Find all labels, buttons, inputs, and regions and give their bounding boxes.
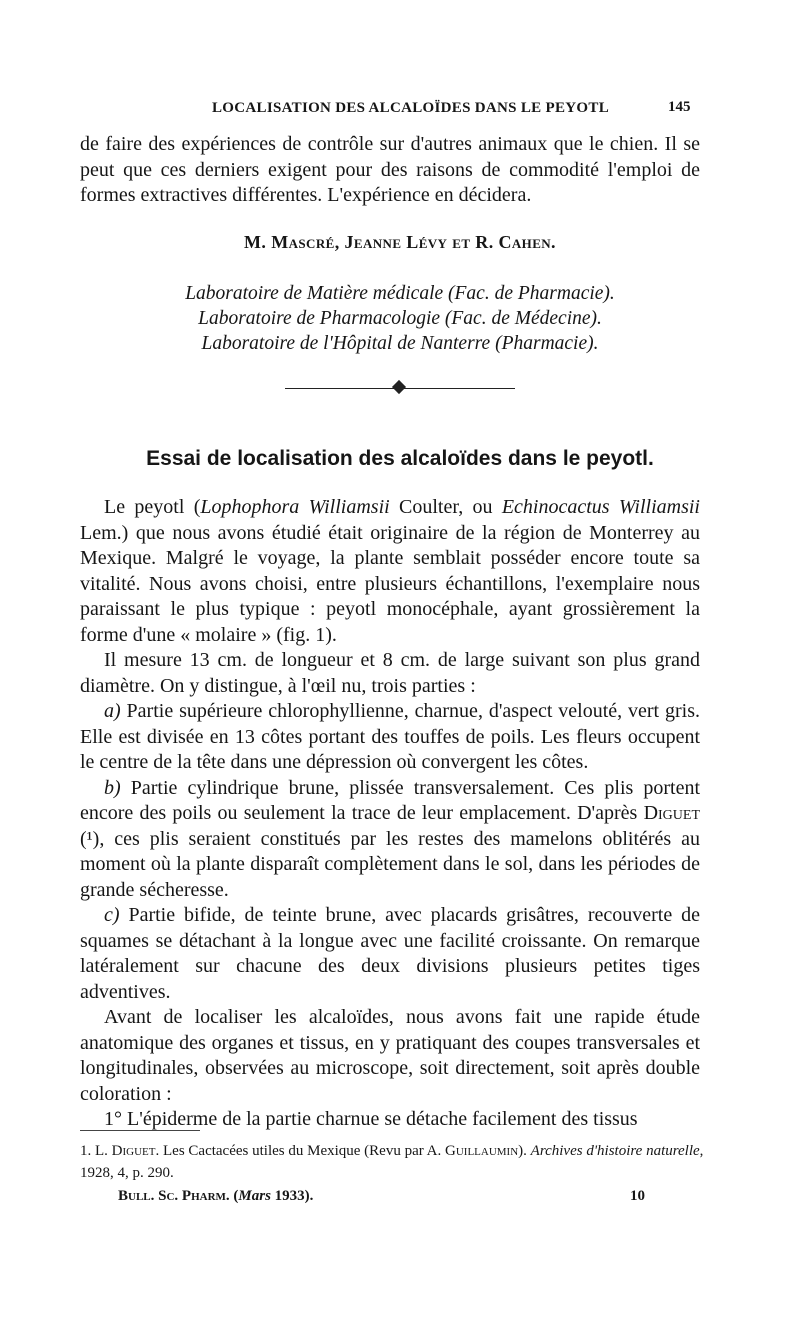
article-body [80, 495, 700, 1133]
paragraph-method: Avant de localiser les alcaloïdes, nous avons fait une rapide étude anatomique des organes et tissus, en y pratiquant des coupes transversales et longitudinales, observées au microscope, soit directement, soit après double coloration : [80, 1006, 700, 1105]
laboratories [0, 281, 800, 356]
article-title: Essai de localisation des alcaloïdes dans le peyotl. [146, 447, 654, 470]
closing-paragraph [80, 132, 700, 209]
closing-paragraph-text: de faire des expériences de contrôle sur d'autres animaux que le chien. Il se peut que ces derniers exigent pour des raisons de commodité l'emploi de formes extractives différentes. L'expérience en décidera. [80, 133, 700, 206]
authors: M. Mascré, Jeanne Lévy et R. Cahen. [244, 232, 556, 252]
lab-line: Laboratoire de l'Hôpital de Nanterre (Pharmacie). [201, 333, 599, 354]
paragraph-intro: Le peyotl (Lophophora Williamsii Coulter, ou Echinocactus Williamsii Lem.) que nous avons étudié était originaire de la région de Monterrey au Mexique. Malgré le voyage, la plante semblait posséder encore toute sa vitalité. Nous avons choisi, entre plusieurs échantillons, l'exemplaire nous paraissant le plus typique : peyotl monocéphale, ayant grossièrement la forme d'une « molaire » (fig. 1). [80, 496, 700, 646]
running-head: LOCALISATION DES ALCALOÏDES DANS LE PEYOTL [212, 100, 610, 116]
page-number: 145 [668, 99, 691, 115]
paragraph-part-b: b) Partie cylindrique brune, plissée transversalement. Ces plis portent encore des poils ou seulement la trace de leur emplacement. D'après Diguet (¹), ces plis seraient constitués par les restes des mamelons oblitérés au moment où la plante disparaît complètement dans le sol, dans les périodes de grande sécheresse. [80, 776, 700, 901]
lab-line: Laboratoire de Pharmacologie (Fac. de Médecine). [198, 308, 602, 329]
paragraph-part-c: c) Partie bifide, de teinte brune, avec placards grisâtres, recouverte de squames se détachant à la longue avec une facilité croissante. On remarque latéralement sur chacune des deux divisions plusieurs petites tiges adventives. [80, 904, 700, 1003]
paragraph-epidermis: 1° L'épiderme de la partie charnue se détache facilement des tissus [104, 1108, 638, 1130]
paragraph-dimensions: Il mesure 13 cm. de longueur et 8 cm. de large suivant son plus grand diamètre. On y distingue, à l'œil nu, trois parties : [80, 649, 700, 697]
journal-citation: Bull. Sc. Pharm. (Mars 1933). [118, 1188, 314, 1204]
signature-number: 10 [630, 1188, 645, 1204]
footnote-rule [80, 1130, 200, 1131]
footnote: 1. L. Diguet. Les Cactacées utiles du Mexique (Revu par A. Guillaumin). Archives d'histoire naturelle, 1928, 4, p. 290. [80, 1143, 704, 1181]
diamond-ornament-icon [392, 380, 406, 394]
paragraph-part-a: a) Partie supérieure chlorophyllienne, charnue, d'aspect velouté, vert gris. Elle est divisée en 13 côtes portant des touffes de poils. Les fleurs occupent le centre de la tête dans une dépression où convergent les côtes. [80, 700, 700, 773]
lab-line: Laboratoire de Matière médicale (Fac. de Pharmacie). [185, 283, 615, 304]
